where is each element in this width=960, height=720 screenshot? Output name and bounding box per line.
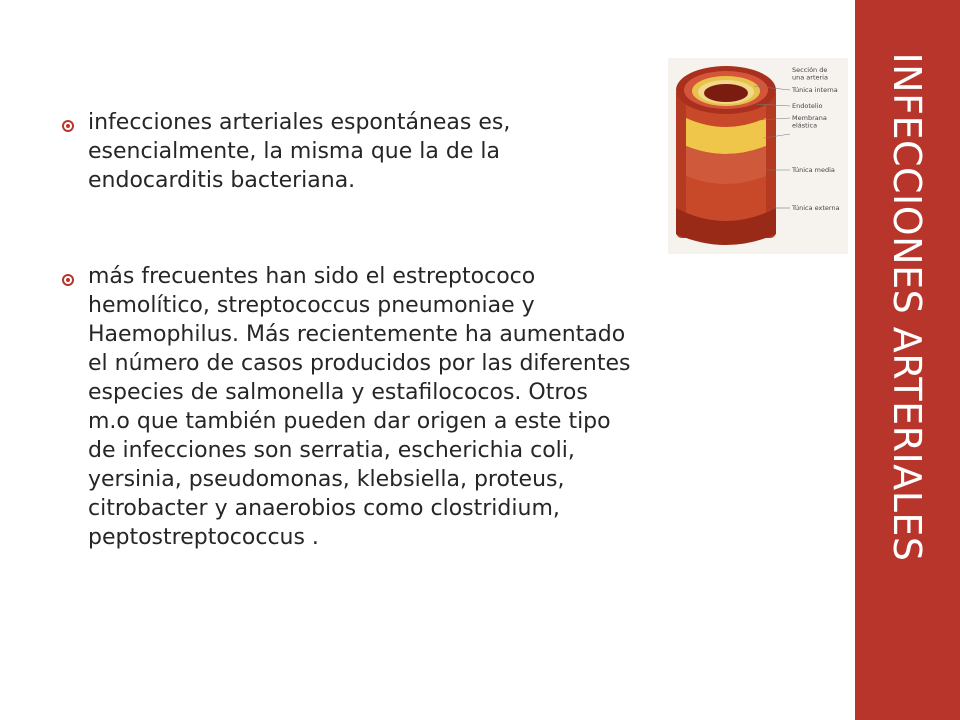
bullet-item xyxy=(62,108,652,195)
bullet-item xyxy=(62,262,822,552)
artery-lumen xyxy=(704,84,748,102)
slide-title: INFECCIONES ARTERIALES xyxy=(885,52,929,562)
artery-cross-section-figure xyxy=(668,58,848,254)
circle-bullet-icon xyxy=(62,274,74,286)
bullet-text: más frecuentes han sido el estreptococo hemolítico, streptococcus pneumoniae y Haemophilus. Más recientemente ha aumentado el número de casos producidos por las diferentes especies de salmonella y estafilococos. Otros m.o que también pueden dar origen a este tipo de infecciones son serratia, escherichia coli, yersinia, pseudomonas, klebsiella, proteus, citrobacter y anaerobios como clostridium, peptostreptococcus . xyxy=(88,264,631,550)
bullet-text: infecciones arteriales espontáneas es, esencialmente, la misma que la de la endocarditis bacteriana. xyxy=(88,110,511,193)
figure-label: Túnica externa xyxy=(792,204,840,212)
figure-label: Sección de una arteria xyxy=(792,66,828,82)
figure-label: Endotelio xyxy=(792,102,823,110)
figure-label: Túnica media xyxy=(792,166,835,174)
circle-bullet-icon xyxy=(62,120,74,132)
figure-label: Túnica interna xyxy=(792,86,838,94)
figure-label: Membrana elástica xyxy=(792,114,827,130)
